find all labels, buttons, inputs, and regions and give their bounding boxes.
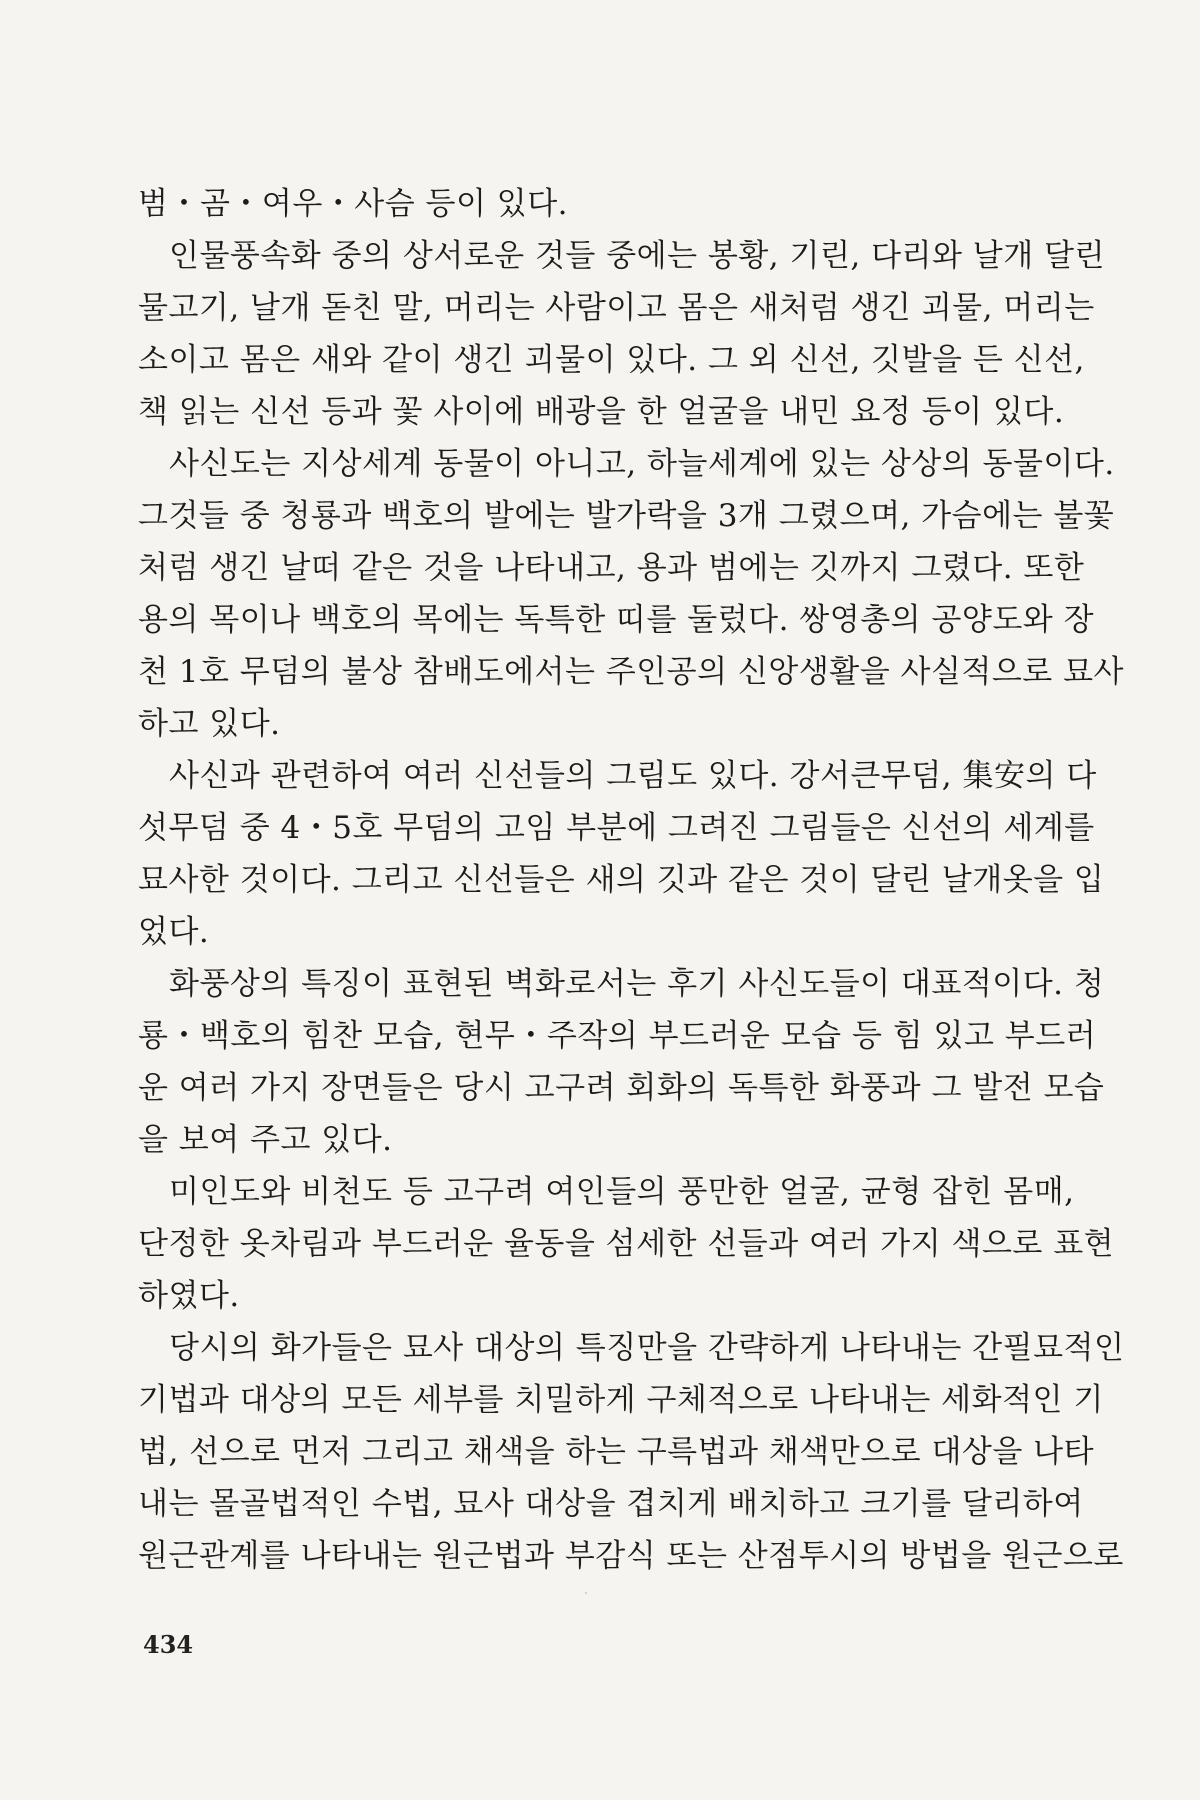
text-line: 미인도와 비천도 등 고구려 여인들의 풍만한 얼굴, 균형 잡힌 몸매, bbox=[169, 1174, 1075, 1210]
text-line: 범・곰・여우・사슴 등이 있다. bbox=[138, 186, 569, 222]
text-line: 법, 선으로 먼저 그리고 채색을 하는 구륵법과 채색만으로 대상을 나타 bbox=[138, 1434, 1095, 1470]
text-line: 운 여러 가지 장면들은 당시 고구려 회화의 독특한 화풍과 그 발전 모습 bbox=[138, 1070, 1105, 1106]
text-line: 처럼 생긴 날떠 같은 것을 나타내고, 용과 범에는 깃까지 그렸다. 또한 bbox=[138, 550, 1085, 586]
text-line: 화풍상의 특징이 표현된 벽화로서는 후기 사신도들이 대표적이다. 청 bbox=[169, 966, 1105, 1002]
text-line: 소이고 몸은 새와 같이 생긴 괴물이 있다. 그 외 신선, 깃발을 든 신선, bbox=[138, 342, 1085, 378]
text-line: 었다. bbox=[138, 914, 210, 950]
text-line: 하고 있다. bbox=[138, 706, 281, 742]
text-line: 당시의 화가들은 묘사 대상의 특징만을 간략하게 나타내는 간필묘적인 bbox=[169, 1330, 1125, 1366]
text-line: 룡・백호의 힘찬 모습, 현무・주작의 부드러운 모습 등 힘 있고 부드러 bbox=[138, 1018, 1097, 1054]
text-line: 천 1호 무덤의 불상 참배도에서는 주인공의 신앙생활을 사실적으로 묘사 bbox=[138, 654, 1124, 690]
text-line: 원근관계를 나타내는 원근법과 부감식 또는 산점투시의 방법을 원근으로 bbox=[138, 1538, 1124, 1574]
text-line: 책 읽는 신선 등과 꽃 사이에 배광을 한 얼굴을 내민 요정 등이 있다. bbox=[138, 394, 1065, 430]
page-number: 434 bbox=[143, 1630, 194, 1659]
text-line: 섯무덤 중 4・5호 무덤의 고임 부분에 그려진 그림들은 신선의 세계를 bbox=[138, 810, 1095, 846]
text-line: 을 보여 주고 있다. bbox=[138, 1122, 393, 1158]
text-line: 사신과 관련하여 여러 신선들의 그림도 있다. 강서큰무덤, 集安의 다 bbox=[169, 758, 1097, 794]
text-line: 사신도는 지상세계 동물이 아니고, 하늘세계에 있는 상상의 동물이다. bbox=[169, 446, 1115, 482]
scan-speck bbox=[585, 1592, 587, 1594]
text-line: 물고기, 날개 돋친 말, 머리는 사람이고 몸은 새처럼 생긴 괴물, 머리는 bbox=[138, 290, 1095, 326]
text-line: 그것들 중 청룡과 백호의 발에는 발가락을 3개 그렸으며, 가슴에는 불꽃 bbox=[138, 498, 1115, 534]
text-line: 인물풍속화 중의 상서로운 것들 중에는 봉황, 기린, 다리와 날개 달린 bbox=[169, 238, 1105, 274]
text-line: 내는 몰골법적인 수법, 묘사 대상을 겹치게 배치하고 크기를 달리하여 bbox=[138, 1486, 1084, 1522]
body-text bbox=[138, 178, 1125, 1582]
text-line: 단정한 옷차림과 부드러운 율동을 섬세한 선들과 여러 가지 색으로 표현 bbox=[138, 1226, 1115, 1262]
text-line: 하였다. bbox=[138, 1278, 240, 1314]
text-line: 기법과 대상의 모든 세부를 치밀하게 구체적으로 나타내는 세화적인 기 bbox=[138, 1382, 1104, 1418]
text-line: 용의 목이나 백호의 목에는 독특한 띠를 둘렀다. 쌍영총의 공양도와 장 bbox=[138, 602, 1095, 638]
text-line: 묘사한 것이다. 그리고 신선들은 새의 깃과 같은 것이 달린 날개옷을 입 bbox=[138, 862, 1105, 898]
